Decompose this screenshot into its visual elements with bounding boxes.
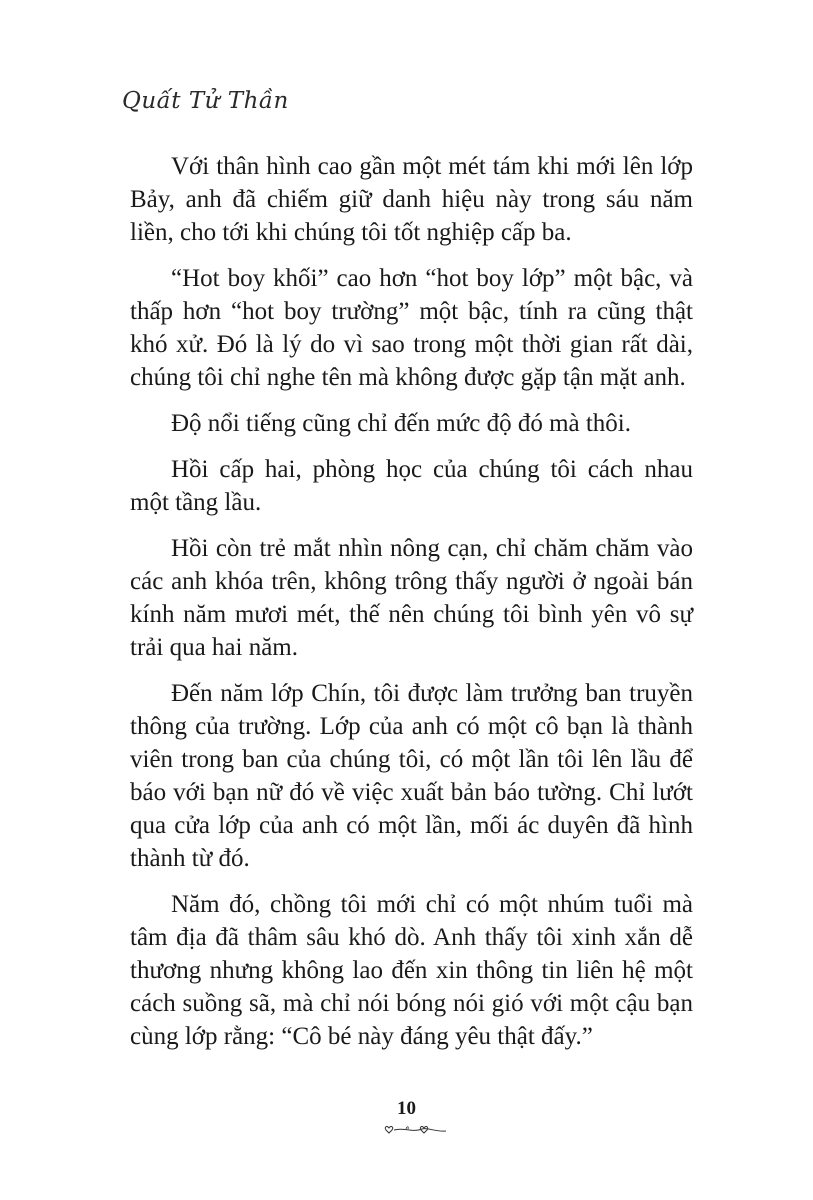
page-number: 10 xyxy=(397,1098,416,1119)
running-header: Quất Tử Thần xyxy=(122,88,289,114)
paragraph: Độ nổi tiếng cũng chỉ đến mức độ đó mà thôi. xyxy=(171,410,631,437)
paragraph: “Hot boy khối” cao hơn “hot boy lớp” một bậc, và thấp hơn “hot boy trường” một bậc, tính ra cũng thật khó xử. Đó là lý do vì sao trong một thời gian rất dài, chúng tôi chỉ nghe tên mà không được gặp tận mặt anh. xyxy=(130,265,693,391)
body-text xyxy=(130,150,693,1066)
paragraph: Hồi cấp hai, phòng học của chúng tôi cách nhau một tầng lầu. xyxy=(130,456,693,516)
paragraph: Hồi còn trẻ mắt nhìn nông cạn, chỉ chăm chăm vào các anh khóa trên, không trông thấy người ở ngoài bán kính năm mươi mét, thế nên chúng tôi bình yên vô sự trải qua hai năm. xyxy=(130,535,693,661)
paragraph: Với thân hình cao gần một mét tám khi mới lên lớp Bảy, anh đã chiếm giữ danh hiệu này trong sáu năm liền, cho tới khi chúng tôi tốt nghiệp cấp ba. xyxy=(130,153,693,246)
paragraph: Năm đó, chồng tôi mới chỉ có một nhúm tuổi mà tâm địa đã thâm sâu khó dò. Anh thấy tôi xinh xắn dễ thương nhưng không lao đến xin thông tin liên hệ một cách suồng sã, mà chỉ nói bóng nói gió với một cậu bạn cùng lớp rằng: “Cô bé này đáng yêu thật đấy.” xyxy=(130,891,693,1050)
heart-vine-ornament-icon xyxy=(384,1123,448,1137)
paragraph: Đến năm lớp Chín, tôi được làm trưởng ban truyền thông của trường. Lớp của anh có một cô bạn là thành viên trong ban của chúng tôi, có một lần tôi lên lầu để báo với bạn nữ đó về việc xuất bản báo tường. Chỉ lướt qua cửa lớp của anh có một lần, mối ác duyên đã hình thành từ đó. xyxy=(130,680,693,872)
